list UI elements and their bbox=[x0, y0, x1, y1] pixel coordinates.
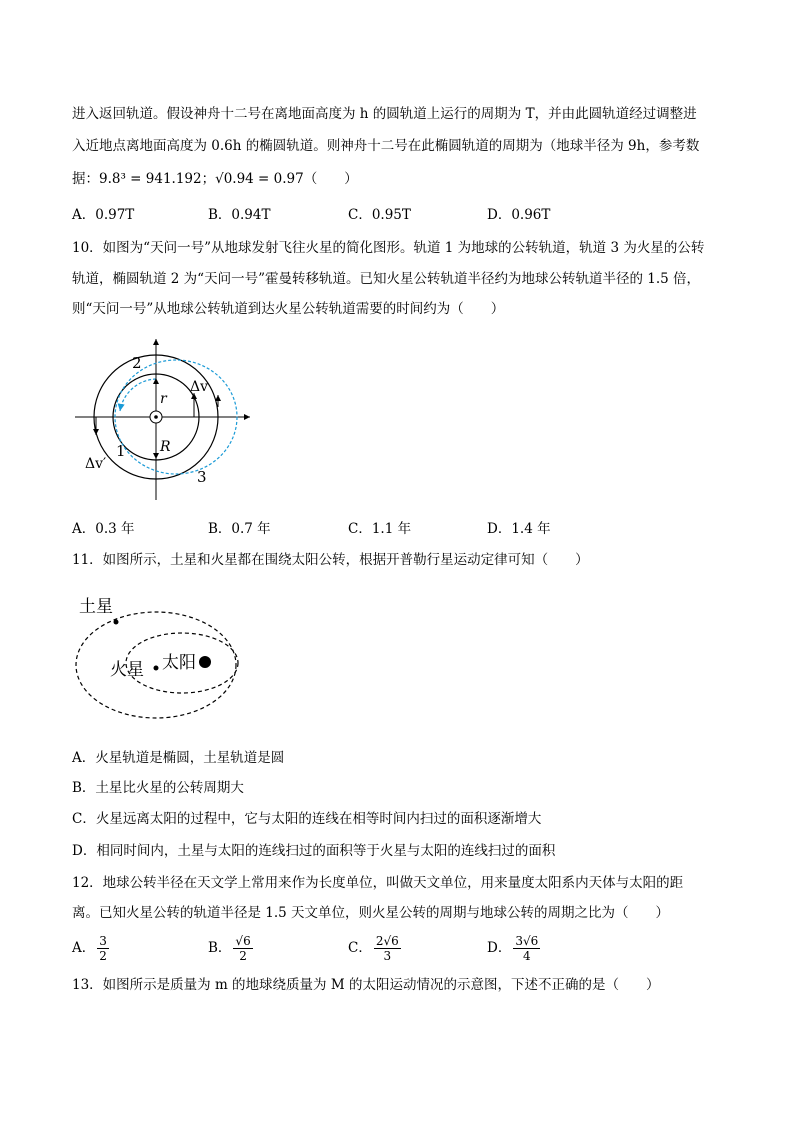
q12-text-line-1: 12．地球公转半径在天文学上常用来作为长度单位，叫做天文单位，用来量度太阳系内天体与太阳的距 bbox=[72, 875, 684, 891]
q12-text-line-2: 离。已知火星公转的轨道半径是 1.5 天文单位，则火星公转的周期与地球公转的周期之比为（ ） bbox=[72, 905, 670, 921]
mars-dot bbox=[154, 666, 159, 671]
q10-option-c: C．1.1 年 bbox=[348, 521, 412, 537]
label-dv: Δv bbox=[190, 379, 209, 395]
q12-option-d-num: 3√6 bbox=[515, 934, 539, 948]
q12-option-d-letter: D． bbox=[487, 940, 512, 956]
q9-option-b: B．0.94T bbox=[208, 207, 271, 223]
q13-text-line-1: 13．如图所示是质量为 m 的地球绕质量为 M 的太阳运动情况的示意图，下述不正确的是（ ） bbox=[72, 977, 660, 993]
q11-option-a: A．火星轨道是椭圆，土星轨道是圆 bbox=[72, 750, 285, 766]
q12-option-c-letter: C． bbox=[348, 940, 372, 956]
q11-option-c: C．火星远离太阳的过程中，它与太阳的连线在相等时间内扫过的面积逐渐增大 bbox=[72, 811, 542, 827]
q12-option-d-den: 4 bbox=[522, 949, 531, 963]
q9-option-a: A．0.97T bbox=[72, 207, 135, 223]
label-dv-prime: Δv′ bbox=[85, 456, 107, 472]
q12-option-c-den: 3 bbox=[383, 949, 392, 963]
q9-option-c: C．0.95T bbox=[348, 207, 411, 223]
sun-label: 太阳 bbox=[162, 653, 196, 673]
q12-option-b-den: 2 bbox=[239, 949, 247, 963]
q11-option-d: D．相同时间内，土星与太阳的连线扫过的面积等于火星与太阳的连线扫过的面积 bbox=[72, 843, 556, 859]
q10-option-b: B．0.7 年 bbox=[208, 521, 271, 537]
saturn-label: 土星 bbox=[79, 597, 113, 617]
q12-option-a bbox=[72, 934, 111, 963]
q12-option-b-num: √6 bbox=[235, 934, 251, 948]
label-2: 2 bbox=[132, 354, 142, 372]
q9-text-line-2: 入近地点离地面高度为 0.6h 的椭圆轨道。则神舟十二号在此椭圆轨道的周期为（地球半径为 9h，参考数 bbox=[72, 138, 700, 154]
q10-option-d: D．1.4 年 bbox=[487, 521, 551, 537]
q10-option-a: A．0.3 年 bbox=[72, 521, 135, 537]
q12-option-a-letter: A． bbox=[72, 940, 96, 956]
q11-text-line-1: 11．如图所示，土星和火星都在围绕太阳公转，根据开普勒行星运动定律可知（ ） bbox=[72, 552, 589, 568]
q12-option-c bbox=[348, 934, 403, 963]
inner-dashed-arc bbox=[120, 379, 156, 411]
q12-option-a-num: 3 bbox=[99, 934, 107, 948]
label-1: 1 bbox=[116, 442, 126, 460]
q12-option-d bbox=[487, 934, 542, 963]
q11-option-b: B．土星比火星的公转周期大 bbox=[72, 780, 244, 796]
label-R: R bbox=[160, 439, 171, 455]
q10-text-line-1: 10．如图为“天问一号”从地球发射飞往火星的简化图形。轨道 1 为地球的公转轨道，轨道 3 为火星的公转 bbox=[72, 240, 705, 256]
q12-option-c-num: 2√6 bbox=[375, 934, 399, 948]
label-r: r bbox=[160, 391, 167, 407]
q9-text-line-1: 进入返回轨道。假设神舟十二号在离地面高度为 h 的圆轨道上运行的周期为 T，并由此圆轨道经过调整进 bbox=[72, 106, 697, 122]
mars-label: 火星 bbox=[110, 660, 144, 680]
sun-dot bbox=[199, 656, 211, 668]
saturn-orbit bbox=[76, 612, 236, 718]
q9-text-line-3: 据：9.8³ = 941.192；√0.94 = 0.97（ ） bbox=[72, 171, 358, 187]
q12-option-b bbox=[208, 934, 255, 963]
q9-option-d: D．0.96T bbox=[487, 207, 551, 223]
saturn-dot bbox=[114, 620, 119, 625]
saturn-mars-orbit-diagram bbox=[72, 592, 252, 727]
q12-option-a-den: 2 bbox=[99, 949, 107, 963]
q10-text-line-3: 则“天问一号”从地球公转轨道到达火星公转轨道需要的时间约为（ ） bbox=[72, 301, 505, 317]
label-3: 3 bbox=[197, 468, 207, 486]
hohmann-transfer-diagram bbox=[72, 335, 262, 505]
q12-option-b-letter: B． bbox=[208, 940, 232, 956]
q10-text-line-2: 轨道，椭圆轨道 2 为“天问一号”霍曼转移轨道。已知火星公转轨道半径约为地球公转轨道半径的 1.5 倍， bbox=[72, 271, 701, 287]
